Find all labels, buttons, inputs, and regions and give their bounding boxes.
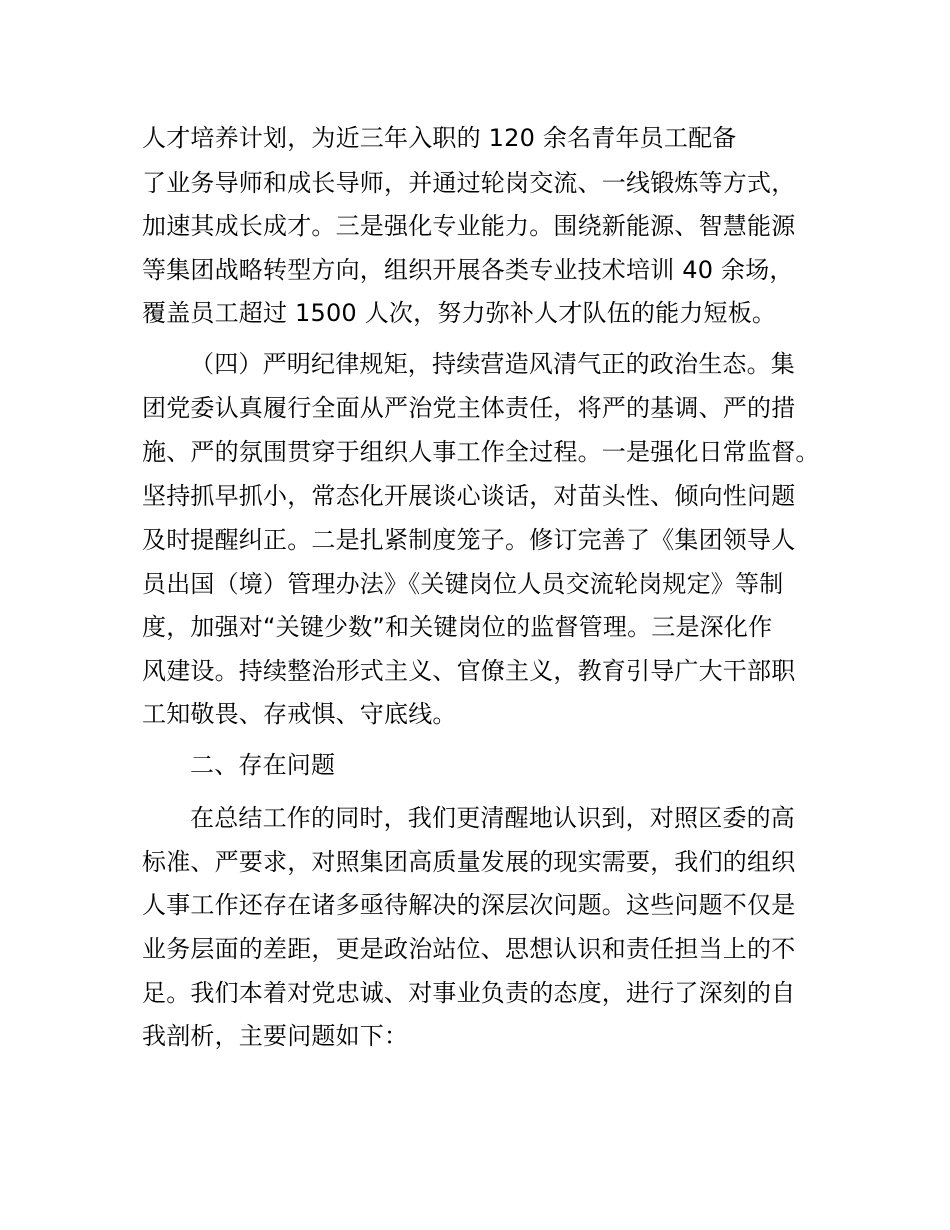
text-line: 足。我们本着对党忠诚、对事业负责的态度，进行了深刻的自 xyxy=(142,979,796,1007)
text-line: 覆盖员工超过 1500 人次，努力弥补人才队伍的能力短板。 xyxy=(142,299,777,327)
text-line: 坚持抓早抓小，常态化开展谈心谈话，对苗头性、倾向性问题 xyxy=(142,482,796,510)
text-line: 等集团战略转型方向，组织开展各类专业技术培训 40 余场， xyxy=(142,256,794,284)
text-line: 在总结工作的同时，我们更清醒地认识到，对照区委的高 xyxy=(190,804,795,832)
text-line: 标准、严要求，对照集团高质量发展的现实需要，我们的组织 xyxy=(142,848,796,876)
text-line: 度，加强对“关键少数”和关键岗位的监督管理。三是深化作 xyxy=(142,613,773,641)
text-line: 施、严的氛围贯穿于组织人事工作全过程。一是强化日常监督。 xyxy=(142,438,820,466)
text-line: 及时提醒纠正。二是扎紧制度笼子。修订完善了《集团领导人 xyxy=(142,526,796,554)
text-line: 人才培养计划，为近三年入职的 120 余名青年员工配备 xyxy=(142,124,737,152)
text-line: （四）严明纪律规矩，持续营造风清气正的政治生态。集 xyxy=(190,350,795,378)
text-line: 我剖析，主要问题如下： xyxy=(142,1022,409,1050)
text-line: 工知敬畏、存戒惧、守底线。 xyxy=(142,700,457,728)
text-line: 人事工作还存在诸多亟待解决的深层次问题。这些问题不仅是 xyxy=(142,891,796,919)
text-line: 团党委认真履行全面从严治党主体责任，将严的基调、严的措 xyxy=(142,394,796,422)
text-line: 员出国（境）管理办法》《关键岗位人员交流轮岗规定》等制 xyxy=(142,570,784,598)
text-line: 加速其成长成才。三是强化专业能力。围绕新能源、智慧能源 xyxy=(142,212,796,240)
text-line: 了业务导师和成长导师，并通过轮岗交流、一线锻炼等方式， xyxy=(142,169,796,197)
section-heading: 二、存在问题 xyxy=(190,751,336,779)
text-line: 风建设。持续整治形式主义、官僚主义，教育引导广大干部职 xyxy=(142,657,796,685)
text-line: 业务层面的差距，更是政治站位、思想认识和责任担当上的不 xyxy=(142,935,796,963)
